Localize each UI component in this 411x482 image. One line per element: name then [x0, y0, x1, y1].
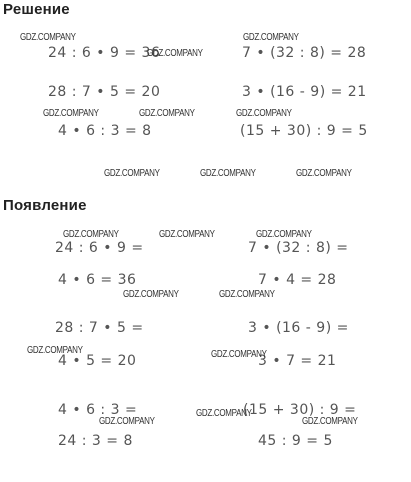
watermark: GDZ.COMPANY	[256, 228, 312, 240]
watermark: GDZ.COMPANY	[139, 107, 195, 119]
section-title-appearance: Появление	[3, 197, 87, 214]
watermark: GDZ.COMPANY	[27, 344, 83, 356]
solution-expression: 28 : 7 • 5 = 20	[48, 84, 161, 100]
appearance-expression: 28 : 7 • 5 =	[55, 320, 144, 336]
appearance-expression: 3 • 7 = 21	[258, 353, 337, 369]
watermark: GDZ.COMPANY	[302, 415, 358, 427]
watermark: GDZ.COMPANY	[243, 31, 299, 43]
watermark: GDZ.COMPANY	[63, 228, 119, 240]
solution-expression: 3 • (16 - 9) = 21	[242, 84, 367, 100]
watermark: GDZ.COMPANY	[236, 107, 292, 119]
watermark: GDZ.COMPANY	[296, 167, 352, 179]
section-title-solution: Решение	[3, 1, 70, 18]
watermark: GDZ.COMPANY	[196, 407, 252, 419]
appearance-expression: 24 : 3 = 8	[58, 433, 133, 449]
appearance-expression: 24 : 6 • 9 =	[55, 240, 144, 256]
watermark: GDZ.COMPANY	[20, 31, 76, 43]
watermark: GDZ.COMPANY	[99, 415, 155, 427]
appearance-expression: 45 : 9 = 5	[258, 433, 333, 449]
watermark: GDZ.COMPANY	[200, 167, 256, 179]
appearance-expression: 3 • (16 - 9) =	[248, 320, 349, 336]
appearance-expression: 7 • 4 = 28	[258, 272, 337, 288]
appearance-expression: 4 • 5 = 20	[58, 353, 137, 369]
watermark: GDZ.COMPANY	[211, 348, 267, 360]
solution-expression: (15 + 30) : 9 = 5	[240, 123, 368, 139]
appearance-expression: 4 • 6 : 3 =	[58, 402, 138, 418]
solution-expression: 7 • (32 : 8) = 28	[242, 45, 367, 61]
watermark: GDZ.COMPANY	[159, 228, 215, 240]
watermark: GDZ.COMPANY	[43, 107, 99, 119]
solution-expression: 24 : 6 • 9 = 36	[48, 45, 161, 61]
appearance-expression: 7 • (32 : 8) =	[248, 240, 349, 256]
appearance-expression: 4 • 6 = 36	[58, 272, 137, 288]
solution-expression: 4 • 6 : 3 = 8	[58, 123, 152, 139]
appearance-expression: (15 + 30) : 9 =	[243, 402, 357, 418]
watermark: GDZ.COMPANY	[147, 47, 203, 59]
watermark: GDZ.COMPANY	[123, 288, 179, 300]
watermark: GDZ.COMPANY	[219, 288, 275, 300]
watermark: GDZ.COMPANY	[104, 167, 160, 179]
